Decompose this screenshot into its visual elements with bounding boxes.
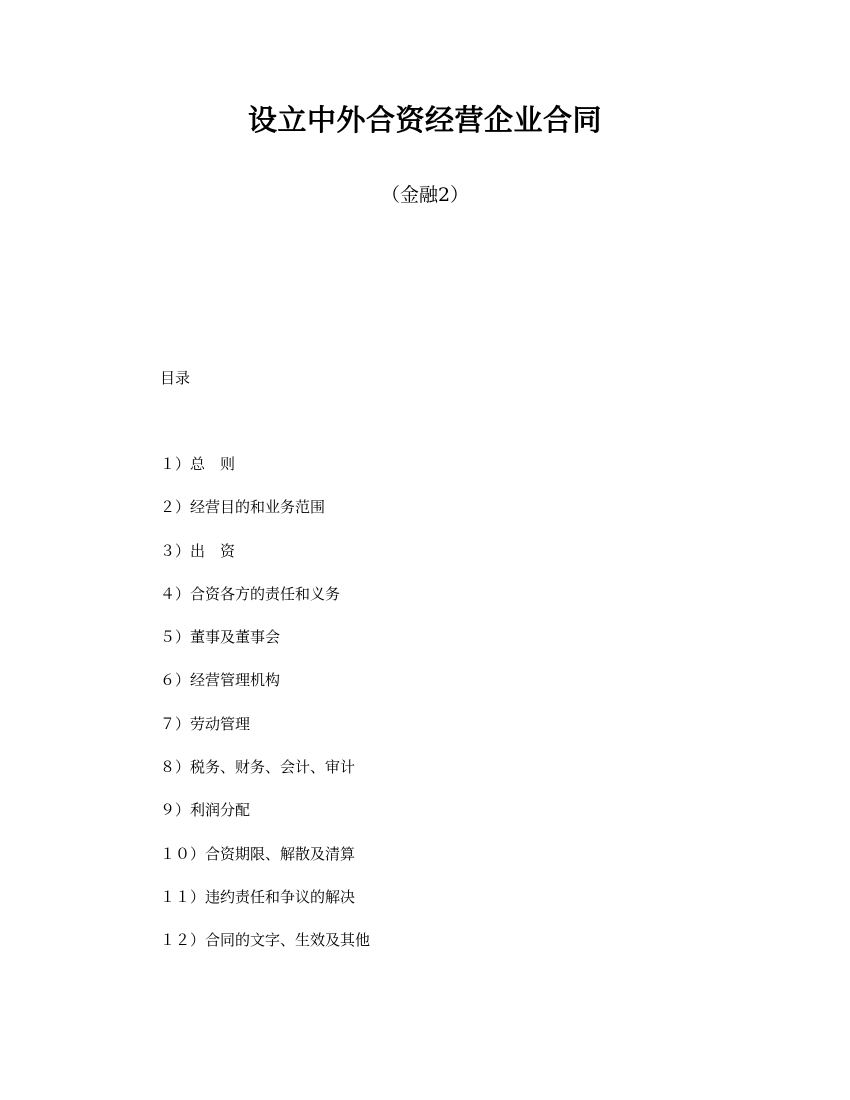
toc-item-tax-finance-accounting-audit: ８）税务、财务、会计、审计 [160, 758, 356, 777]
document-title: 设立中外合资经营企业合同 [247, 103, 602, 137]
toc-item-general-provisions: １）总 则 [160, 455, 236, 473]
document-subtitle: （金融2） [380, 184, 470, 206]
toc-item-term-dissolution-liquidation: １０）合资期限、解散及清算 [160, 844, 356, 863]
table-of-contents [160, 452, 370, 972]
toc-item-parties-responsibilities: ４）合资各方的责任和义务 [160, 584, 341, 603]
toc-item-business-purpose-scope: ２）经营目的和业务范围 [160, 498, 326, 517]
toc-item-labor-management: ７）劳动管理 [160, 714, 251, 733]
toc-item-breach-dispute-resolution: １１）违约责任和争议的解决 [160, 887, 356, 906]
toc-heading: 目录 [160, 369, 191, 387]
toc-item-management-organization: ６）经营管理机构 [160, 671, 281, 690]
toc-item-profit-distribution: ９）利润分配 [160, 801, 251, 820]
toc-item-language-effectiveness-misc: １２）合同的文字、生效及其他 [160, 931, 371, 950]
toc-item-board-of-directors: ５）董事及董事会 [160, 628, 281, 647]
toc-item-capital-contribution: ３）出 资 [160, 541, 236, 560]
